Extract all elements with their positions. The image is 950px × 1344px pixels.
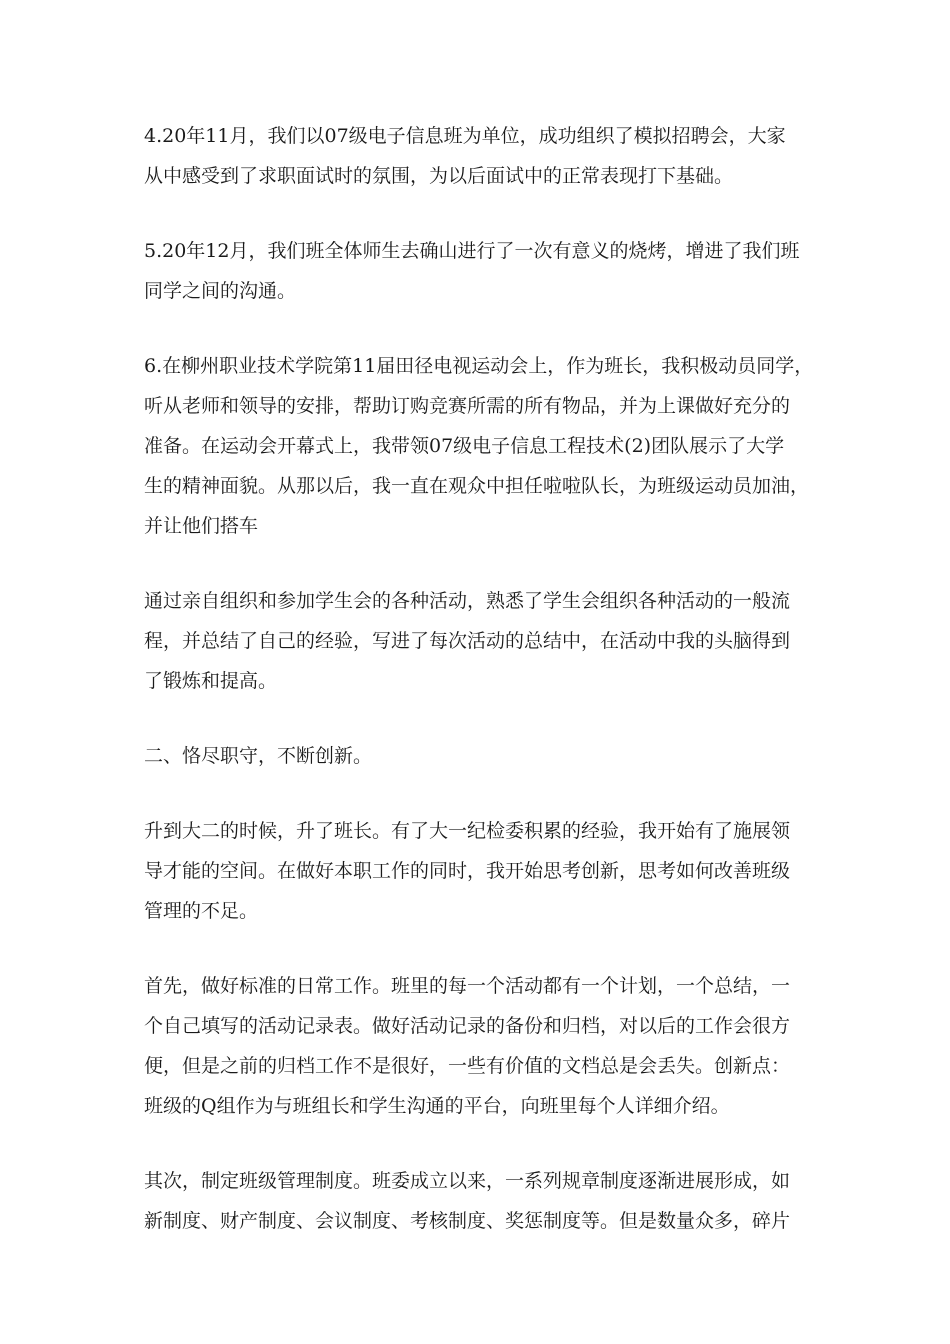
text-line: 准备。在运动会开幕式上，我带领07级电子信息工程技术(2)团队展示了大学 (144, 435, 785, 457)
paragraph-item-6 (144, 346, 814, 546)
text-line: 二、恪尽职守，不断创新。 (144, 745, 373, 767)
text-line: 其次，制定班级管理制度。班委成立以来，一系列规章制度逐渐进展形成，如 (144, 1170, 791, 1192)
document-body (144, 116, 814, 1276)
paragraph-second-point (144, 1161, 804, 1241)
text-line: 6.在柳州职业技术学院第11届田径电视运动会上，作为班长，我积极动员同学， (144, 355, 814, 377)
text-line: 升到大二的时候，升了班长。有了大一纪检委积累的经验，我开始有了施展领 (144, 820, 791, 842)
paragraph-item-4 (144, 116, 804, 196)
text-line: 从中感受到了求职面试时的氛围，为以后面试中的正常表现打下基础。 (144, 165, 734, 187)
text-line: 同学之间的沟通。 (144, 280, 297, 302)
paragraph-summary (144, 581, 804, 701)
text-line: 程，并总结了自己的经验，写进了每次活动的总结中，在活动中我的头脑得到 (144, 630, 791, 652)
text-line: 管理的不足。 (144, 900, 259, 922)
text-line: 听从老师和领导的安排，帮助订购竞赛所需的所有物品，并为上课做好充分的 (144, 395, 791, 417)
text-line: 新制度、财产制度、会议制度、考核制度、奖惩制度等。但是数量众多，碎片 (144, 1210, 791, 1232)
text-line: 通过亲自组织和参加学生会的各种活动，熟悉了学生会组织各种活动的一般流 (144, 590, 791, 612)
text-line: 5.20年12月，我们班全体师生去确山进行了一次有意义的烧烤，增进了我们班 (144, 240, 800, 262)
paragraph-item-5 (144, 231, 804, 311)
text-line: 班级的Q组作为与班组长和学生沟通的平台，向班里每个人详细介绍。 (144, 1095, 730, 1117)
text-line: 首先，做好标准的日常工作。班里的每一个活动都有一个计划，一个总结，一 (144, 975, 791, 997)
text-line: 个自己填写的活动记录表。做好活动记录的备份和归档，对以后的工作会很方 (144, 1015, 791, 1037)
text-line: 生的精神面貌。从那以后，我一直在观众中担任啦啦队长，为班级运动员加油， (144, 475, 810, 497)
paragraph-promotion (144, 811, 804, 931)
paragraph-first-point (144, 966, 804, 1126)
section-heading (144, 736, 804, 776)
text-line: 便，但是之前的归档工作不是很好，一些有价值的文档总是会丢失。创新点： (144, 1055, 791, 1077)
text-line: 4.20年11月，我们以07级电子信息班为单位，成功组织了模拟招聘会，大家 (144, 125, 786, 147)
text-line: 了锻炼和提高。 (144, 670, 278, 692)
text-line: 并让他们搭车 (144, 515, 259, 537)
text-line: 导才能的空间。在做好本职工作的同时，我开始思考创新，思考如何改善班级 (144, 860, 791, 882)
